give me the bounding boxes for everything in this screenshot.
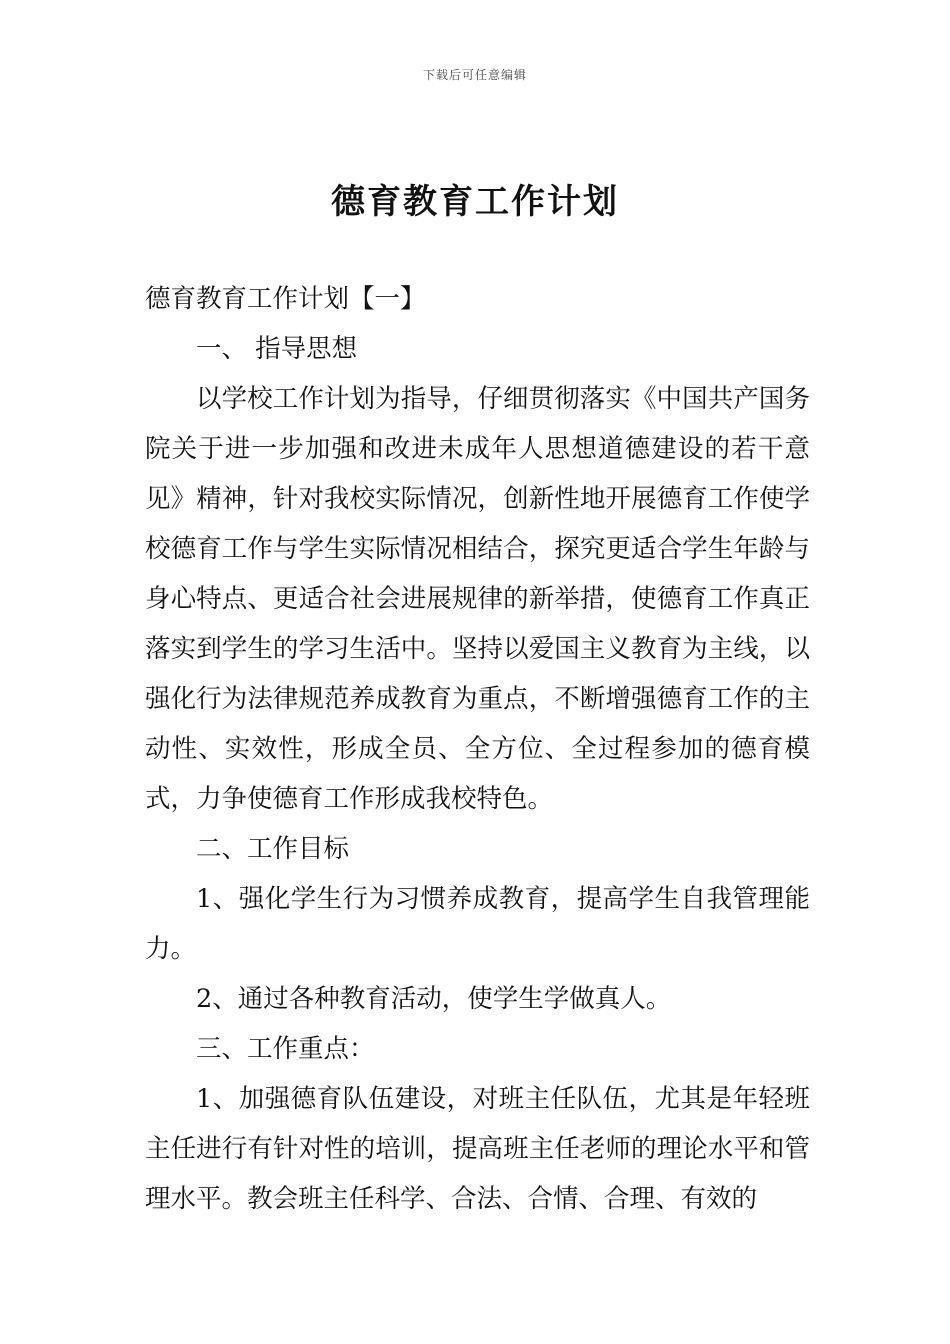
section-heading: 三、工作重点： bbox=[196, 1034, 375, 1064]
body-paragraph: 1、加强德育队伍建设，对班主任队伍，尤其是年轻班主任进行有针对性的培训，提高班主任老师的理论水平和管理水平。教会班主任科学、合法、合情、合理、有效的 bbox=[145, 1084, 810, 1214]
section-heading: 一、 指导思想 bbox=[196, 334, 358, 364]
section-heading: 二、工作目标 bbox=[196, 834, 350, 864]
header-note: 下载后可任意编辑 bbox=[422, 68, 527, 82]
subtitle: 德育教育工作计划【一】 bbox=[145, 284, 426, 314]
body-paragraph: 2、通过各种教育活动，使学生学做真人。 bbox=[196, 984, 672, 1014]
body-paragraph: 以学校工作计划为指导，仔细贯彻落实《中国共产国务院关于进一步加强和改进未成年人思想道德建设的若干意见》精神，针对我校实际情况，创新性地开展德育工作使学校德育工作与学生实际情况相结合，探究更适合学生年龄与身心特点、更适合社会进展规律的新举措，使德育工作真正落实到学生的学习生活中。坚持以爱国主义教育为主线，以强化行为法律规范养成教育为重点，不断增强德育工作的主动性、实效性，形成全员、全方位、全过程参加的德育模式，力争使德育工作形成我校特色。 bbox=[145, 384, 810, 814]
document-title: 德育教育工作计划 bbox=[331, 182, 619, 222]
body-paragraph: 1、强化学生行为习惯养成教育，提高学生自我管理能力。 bbox=[145, 884, 810, 964]
document-body bbox=[145, 274, 810, 1224]
